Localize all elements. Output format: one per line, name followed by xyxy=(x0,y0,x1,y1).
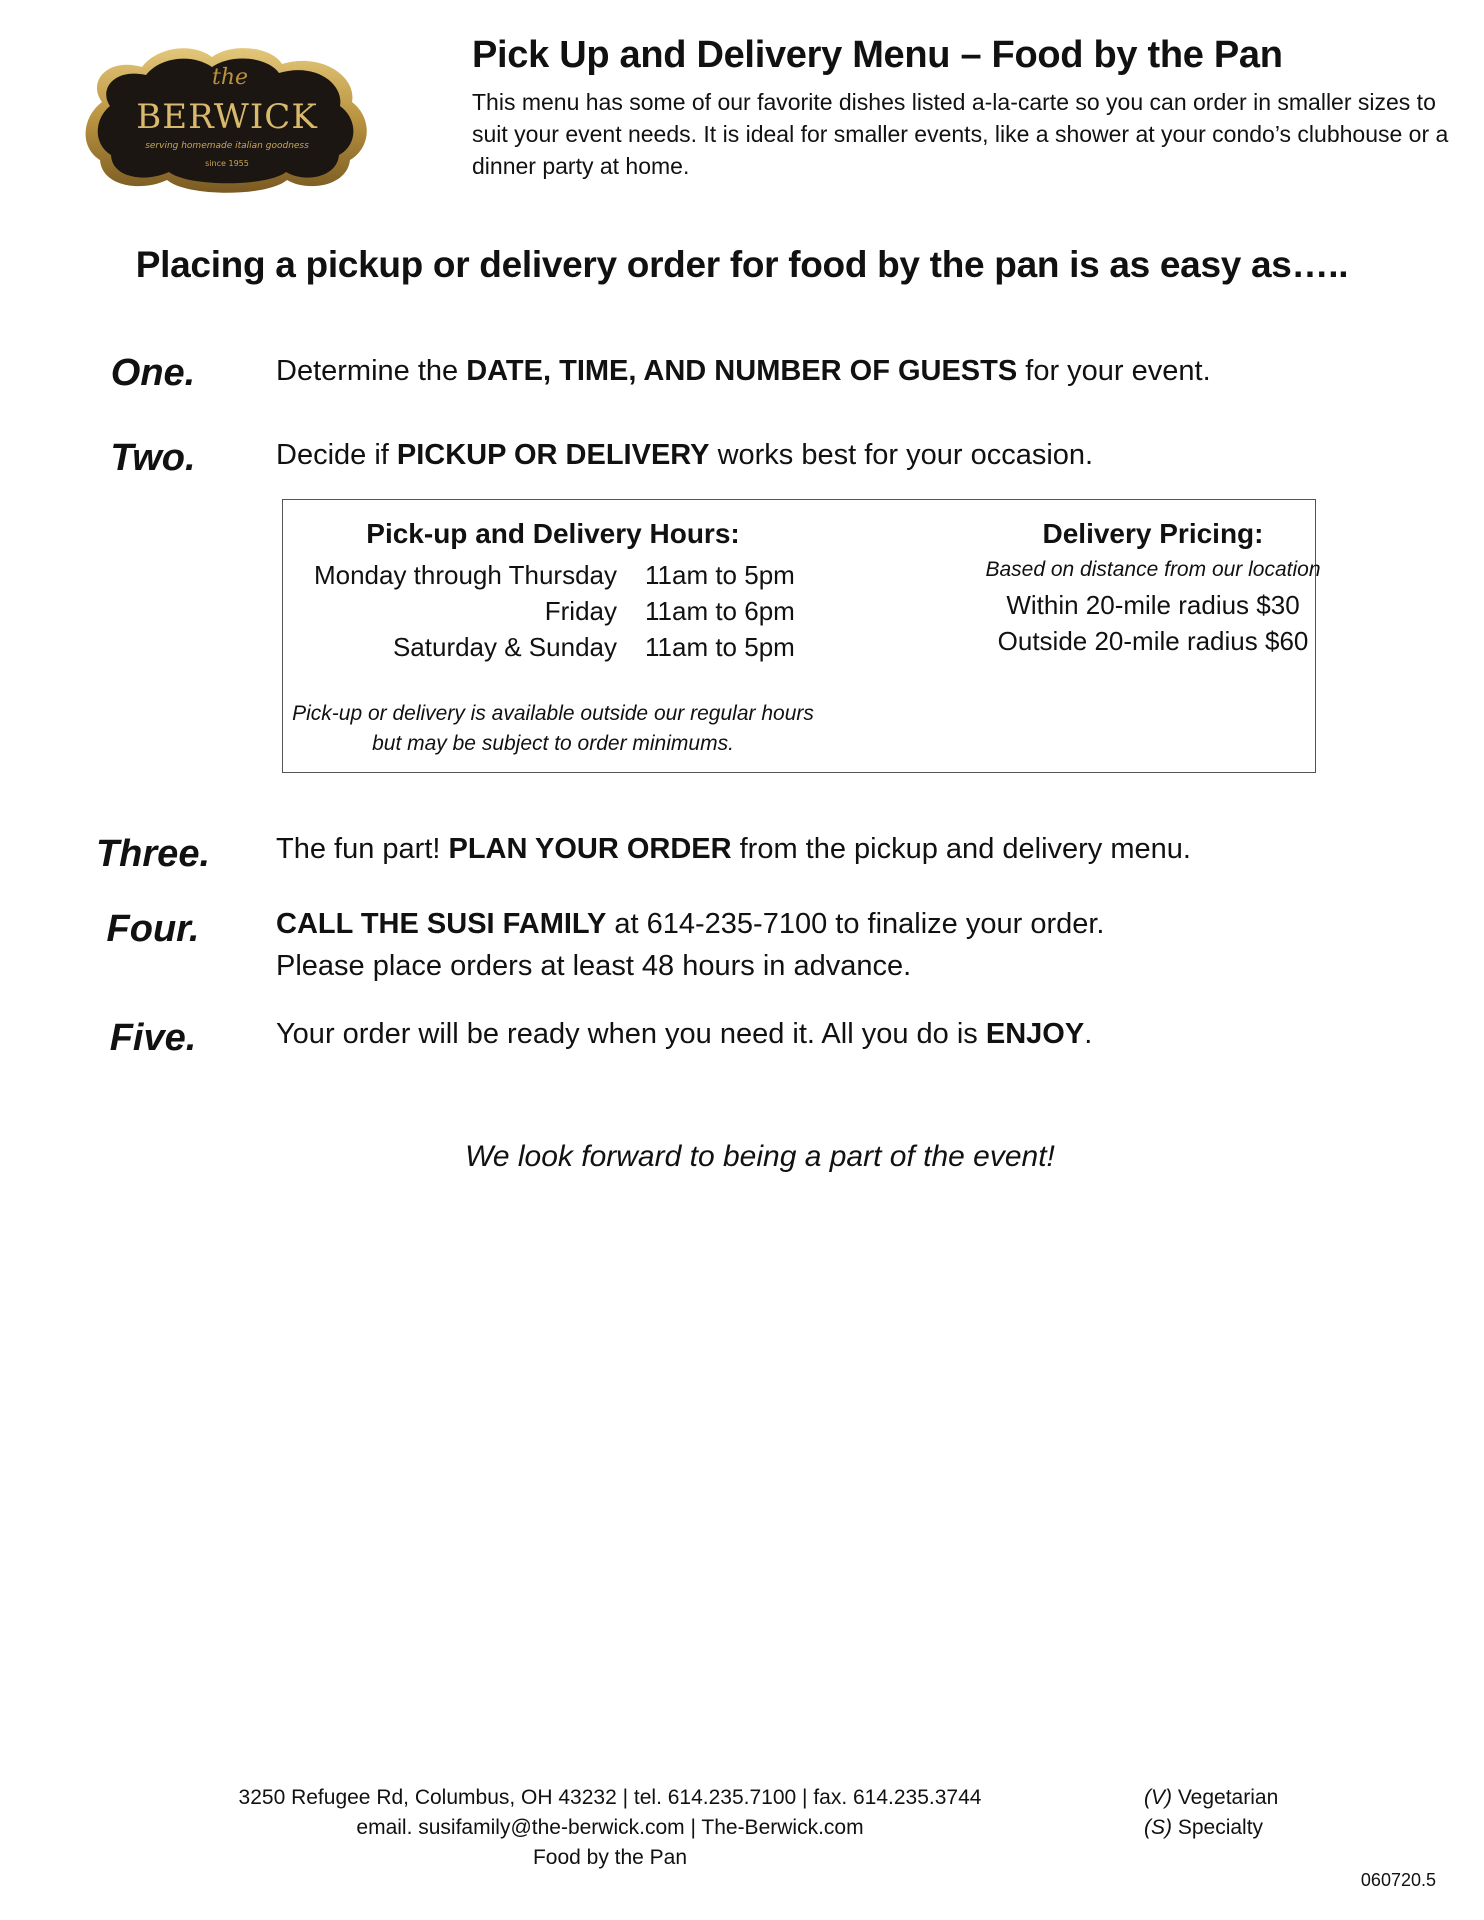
step-two-label: Two. xyxy=(110,437,196,479)
step-one-label: One. xyxy=(110,352,196,394)
hours-time: 11am to 5pm xyxy=(645,560,795,590)
step-three-text: The fun part! PLAN YOUR ORDER from the pickup and delivery menu. xyxy=(276,833,1191,865)
step-five-label: Five. xyxy=(109,1017,197,1059)
hours-time: 11am to 5pm xyxy=(645,632,795,662)
dietary-legend xyxy=(1144,1783,1278,1843)
step-three-label: Three. xyxy=(95,833,211,875)
document-code: 060720.5 xyxy=(1360,1870,1436,1890)
footer-email: email. susifamily@the-berwick.com | The-Berwick.com xyxy=(356,1816,864,1839)
step-four-text: CALL THE SUSI FAMILY at 614-235-7100 to finalize your order. Please place orders at least 48 hours in advance. xyxy=(276,908,1105,982)
pricing-title: Delivery Pricing: xyxy=(1042,518,1264,549)
legend-item: (S) Specialty xyxy=(1144,1816,1264,1839)
step-four-label: Four. xyxy=(106,908,200,950)
hours-pricing-box xyxy=(282,499,1321,773)
hours-day: Friday xyxy=(544,596,617,626)
berwick-logo xyxy=(82,42,372,197)
logo-script: the xyxy=(211,65,249,90)
hours-note: Pick-up or delivery is available outside our regular hours but may be subject to order minimums. xyxy=(292,702,814,755)
pricing-line: Within 20-mile radius $30 xyxy=(1006,590,1300,620)
footer-address: 3250 Refugee Rd, Columbus, OH 43232 | tel. 614.235.7100 | fax. 614.235.3744 xyxy=(238,1786,982,1809)
pricing-subtitle: Based on distance from our location xyxy=(985,558,1321,581)
hours-time: 11am to 6pm xyxy=(645,596,795,626)
logo-tagline: serving homemade italian goodness xyxy=(145,141,309,151)
pricing-line: Outside 20-mile radius $60 xyxy=(997,626,1309,656)
hours-day: Monday through Thursday xyxy=(313,560,617,590)
section-heading: Placing a pickup or delivery order for food by the pan is as easy as….. xyxy=(135,244,1349,285)
step-five-text: Your order will be ready when you need it. All you do is ENJOY. xyxy=(276,1018,1093,1050)
logo-since: since 1955 xyxy=(205,159,249,168)
logo-name: BERWICK xyxy=(136,97,318,137)
hours-day: Saturday & Sunday xyxy=(392,632,617,662)
hours-title: Pick-up and Delivery Hours: xyxy=(366,518,740,549)
closing-message: We look forward to being a part of the event! xyxy=(465,1140,1055,1173)
legend-item: (V) Vegetarian xyxy=(1144,1786,1279,1809)
intro-paragraph: This menu has some of our favorite dishes listed a-la-carte so you can order in smaller sizes to suit your event needs. It is ideal for smaller events, like a shower at your condo’s clubhouse or a dinner party at home. xyxy=(472,89,1449,179)
footer-title: Food by the Pan xyxy=(532,1846,688,1869)
page-title: Pick Up and Delivery Menu – Food by the Pan xyxy=(472,34,1283,76)
step-two-text: Decide if PICKUP OR DELIVERY works best for your occasion. xyxy=(276,439,1094,471)
footer-contact xyxy=(210,1783,1010,1873)
step-one-text: Determine the DATE, TIME, AND NUMBER OF GUESTS for your event. xyxy=(276,355,1211,387)
